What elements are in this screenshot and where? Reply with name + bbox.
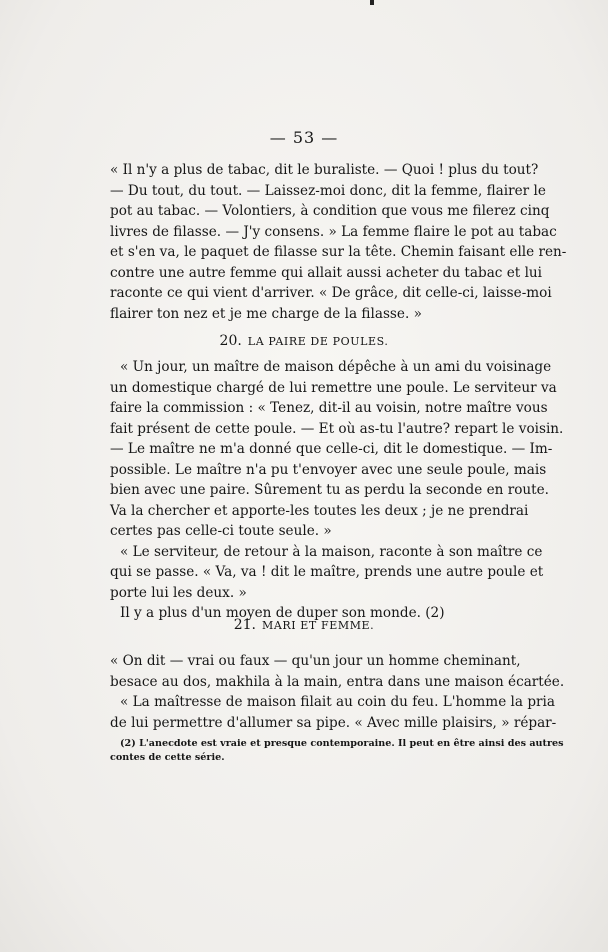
text-line: Il y a plus d'un moyen de duper son monde. (2) [120, 605, 445, 621]
text-line: raconte ce qui vient d'arriver. « De grâce, dit celle-ci, laisse-moi [110, 285, 552, 301]
intro-paragraph [110, 160, 567, 324]
text-line: et s'en va, le paquet de filasse sur la tête. Chemin faisant elle ren- [110, 244, 567, 260]
section-heading-20 [0, 333, 608, 349]
text-line: pot au tabac. — Volontiers, à condition que vous me filerez cinq [110, 203, 550, 219]
text-line: certes pas celle-ci toute seule. » [110, 523, 332, 539]
text-line: « Il n'y a plus de tabac, dit le buraliste. — Quoi ! plus du tout? [110, 162, 539, 178]
text-line: un domestique chargé de lui remettre une poule. Le serviteur va [110, 379, 557, 396]
text-line: « La maîtresse de maison filait au coin du feu. L'homme la pria [120, 694, 555, 710]
text-line: fait présent de cette poule. — Et où as-tu l'autre? repart le voisin. [110, 420, 564, 437]
text-line: livres de filasse. — J'y consens. » La femme flaire le pot au tabac [110, 223, 557, 240]
section-heading-21 [0, 617, 608, 633]
text-line: porte lui les deux. » [110, 584, 247, 601]
page-number: — 53 — [269, 128, 339, 147]
text-line: bien avec une paire. Sûrement tu as perdu la seconde en route. [110, 482, 549, 498]
footnote-line: (2) L'anecdote est vraie et presque contemporaine. Il peut en être ainsi des autres [120, 738, 564, 749]
footnote-line: contes de cette série. [110, 752, 225, 763]
text-line: « On dit — vrai ou faux — qu'un jour un homme cheminant, [110, 653, 521, 669]
text-line: contre une autre femme qui allait aussi acheter du tabac et lui [110, 264, 543, 281]
section-number: 21. [233, 617, 256, 633]
text-line: flairer ton nez et je me charge de la filasse. » [110, 305, 422, 322]
section-title: MARI ET FEMME. [261, 619, 375, 632]
text-line: — Le maître ne m'a donné que celle-ci, dit le domestique. — Im- [110, 441, 553, 457]
text-line: « Le serviteur, de retour à la maison, raconte à son maître ce [120, 543, 543, 560]
text-line: faire la commission : « Tenez, dit-il au voisin, notre maître vous [110, 400, 548, 416]
text-line: Va la chercher et apporte-les toutes les deux ; je ne prendrai [110, 502, 529, 519]
text-line: possible. Le maître n'a pu t'envoyer avec une seule poule, mais [110, 461, 547, 478]
section-20-text [110, 357, 564, 624]
text-line: besace au dos, makhila à la main, entra dans une maison écartée. [110, 673, 565, 690]
text-line: « Un jour, un maître de maison dépêche à un ami du voisinage [120, 359, 552, 375]
footnote [110, 737, 564, 765]
print-mark [370, 0, 374, 5]
text-line: — Du tout, du tout. — Laissez-moi donc, dit la femme, flairer le [110, 182, 546, 199]
section-title: LA PAIRE DE POULES. [247, 335, 389, 348]
section-number: 20. [219, 333, 242, 349]
text-line: de lui permettre d'allumer sa pipe. « Avec mille plaisirs, » répar- [110, 714, 557, 731]
section-21-text [110, 651, 565, 733]
text-line: qui se passe. « Va, va ! dit le maître, prends une autre poule et [110, 564, 544, 580]
